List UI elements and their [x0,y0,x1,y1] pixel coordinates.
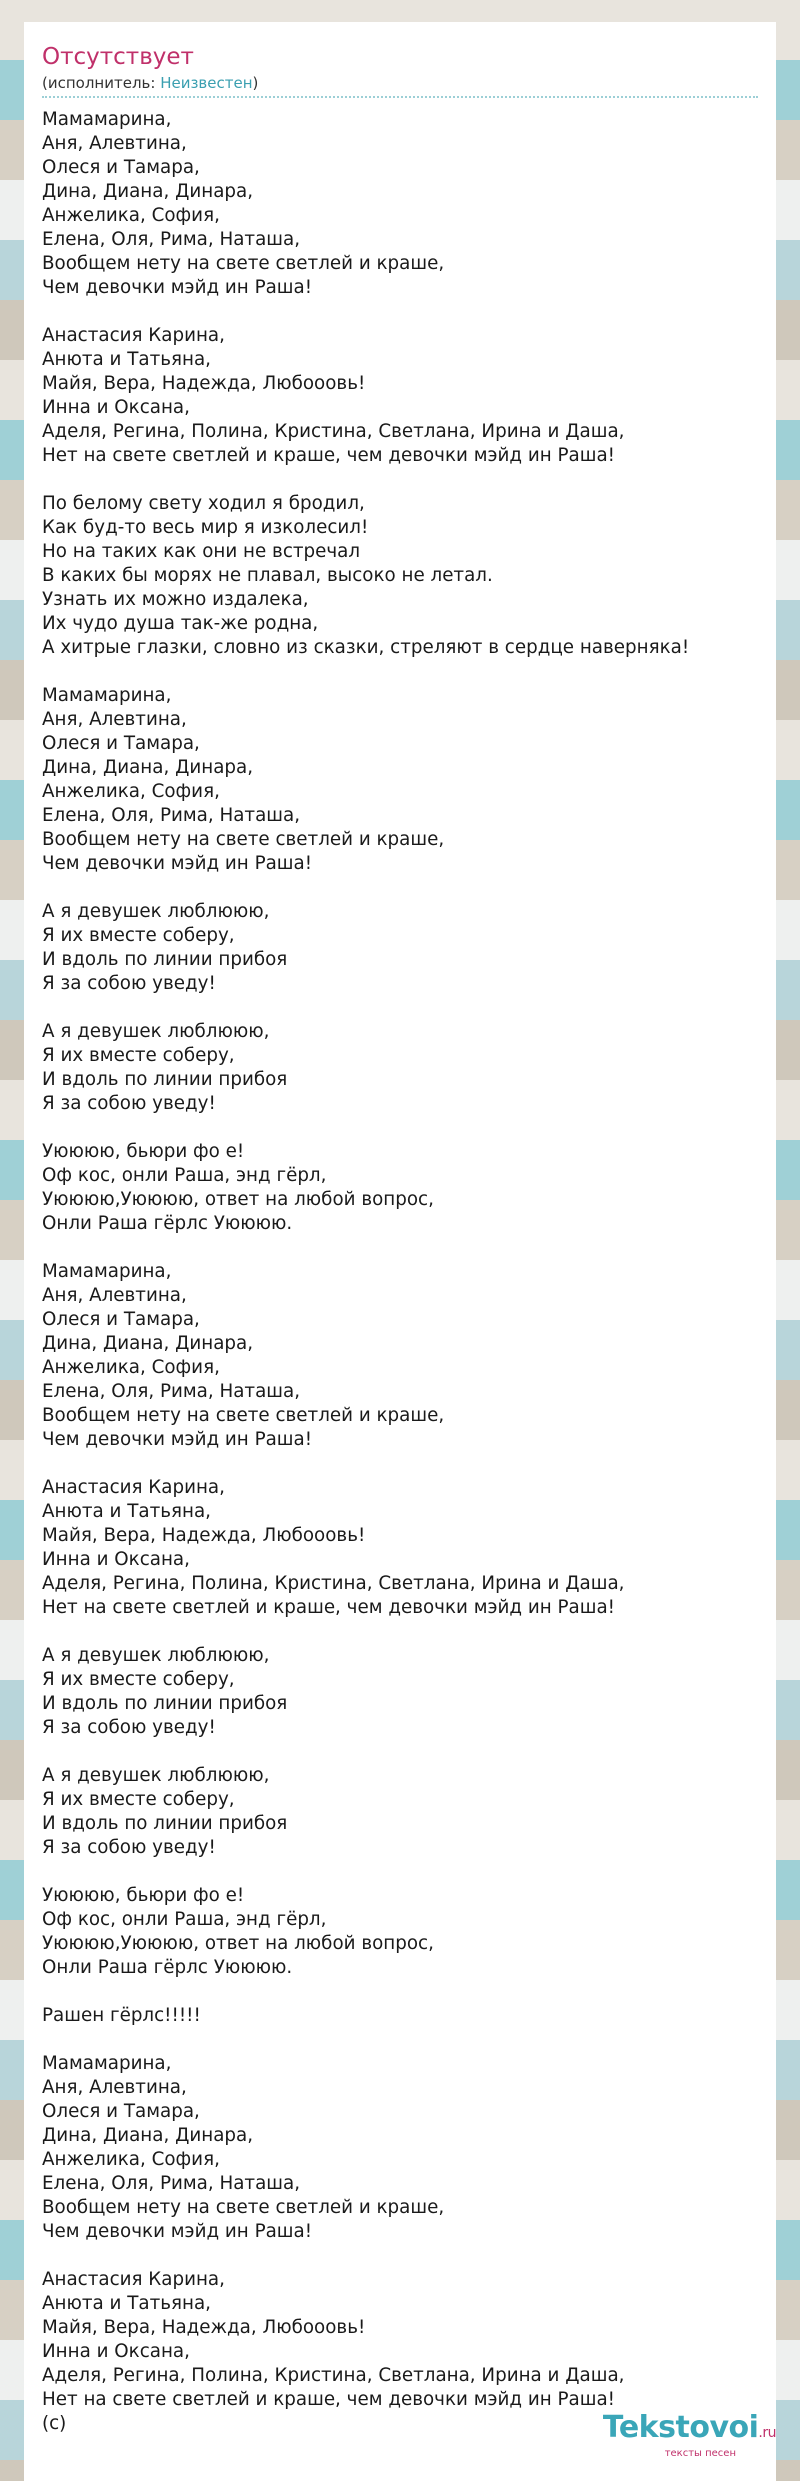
lyrics-blank-line [42,660,758,684]
lyrics-blank-line [42,1116,758,1140]
lyrics-line: Вообщем нету на свете светлей и краше, [42,2197,445,2218]
lyrics-blank-line [42,1740,758,1764]
logo-wordmark [603,2412,776,2449]
lyrics-blank-line [42,1452,758,1476]
lyrics-text [42,108,758,2436]
lyrics-line: Анжелика, София, [42,2149,220,2170]
lyrics-line: Анжелика, София, [42,781,220,802]
lyrics-line: Майя, Вера, Надежда, Любооовь! [42,1525,366,1546]
lyrics-line: Я их вместе соберу, [42,1669,235,1690]
logo-name: Tekstovoi [602,2410,759,2445]
lyrics-line: Я за собою уведу! [42,1717,216,1738]
lyrics-line: А хитрые глазки, словно из сказки, стреляют в сердце наверняка! [42,637,690,658]
lyrics-line: И вдоль по линии прибоя [42,1069,288,1090]
lyrics-line: Я их вместе соберу, [42,1045,235,1066]
lyrics-line: Мамамарина, [42,685,172,706]
lyrics-line: Аня, Алевтина, [42,709,187,730]
lyrics-line: Анастасия Карина, [42,325,225,346]
lyrics-line: Дина, Диана, Динара, [42,181,254,202]
lyrics-line: Чем девочки мэйд ин Раша! [42,853,313,874]
lyrics-line: Майя, Вера, Надежда, Любооовь! [42,373,366,394]
lyrics-line: Я за собою уведу! [42,1093,216,1114]
lyrics-line: Олеся и Тамара, [42,157,200,178]
lyrics-line: Анастасия Карина, [42,1477,225,1498]
lyrics-line: (c) [42,2413,67,2434]
lyrics-line: Аделя, Регина, Полина, Кристина, Светлана, Ирина и Даша, [42,1573,625,1594]
lyrics-line: А я девушек люблююю, [42,901,270,922]
lyrics-line: Я за собою уведу! [42,1837,216,1858]
lyrics-line: Чем девочки мэйд ин Раша! [42,277,313,298]
lyrics-line: Оф кос, онли Раша, энд гёрл, [42,1909,327,1930]
lyrics-blank-line [42,1236,758,1260]
lyrics-line: Узнать их можно издалека, [42,589,309,610]
lyrics-line: А я девушек люблююю, [42,1765,270,1786]
lyrics-line: Мамамарина, [42,1261,172,1282]
lyrics-blank-line [42,2244,758,2268]
performer-line [42,74,758,92]
lyrics-blank-line [42,876,758,900]
logo-slogan: тексты песен [664,2448,736,2459]
lyrics-line: Чем девочки мэйд ин Раша! [42,2221,313,2242]
lyrics-line: Но на таких как они не встречал [42,541,361,562]
lyrics-line: Майя, Вера, Надежда, Любооовь! [42,2317,366,2338]
performer-prefix: (исполнитель: [42,74,161,92]
lyrics-line: Аня, Алевтина, [42,1285,187,1306]
lyrics-line: Уюююю,Уюююю, ответ на любой вопрос, [42,1189,434,1210]
lyrics-line: Аделя, Регина, Полина, Кристина, Светлана, Ирина и Даша, [42,421,625,442]
lyrics-line: Инна и Оксана, [42,2341,190,2362]
lyrics-line: Уюююю, бьюри фо е! [42,1141,245,1162]
lyrics-blank-line [42,996,758,1020]
lyrics-line: В каких бы морях не плавал, высоко не летал. [42,565,493,586]
lyrics-line: Оф кос, онли Раша, энд гёрл, [42,1165,327,1186]
lyrics-blank-line [42,1860,758,1884]
lyrics-line: Елена, Оля, Рима, Наташа, [42,2173,301,2194]
lyrics-line: Вообщем нету на свете светлей и краше, [42,1405,445,1426]
lyrics-line: Анжелика, София, [42,205,220,226]
lyrics-line: Анжелика, София, [42,1357,220,1378]
lyrics-line: Олеся и Тамара, [42,1309,200,1330]
lyrics-blank-line [42,2028,758,2052]
lyrics-blank-line [42,468,758,492]
lyrics-blank-line [42,1620,758,1644]
lyrics-line: Елена, Оля, Рима, Наташа, [42,1381,301,1402]
lyrics-line: Я их вместе соберу, [42,925,235,946]
lyrics-line: Анюта и Татьяна, [42,1501,211,1522]
lyrics-line: Нет на свете светлей и краше, чем девочки мэйд ин Раша! [42,2389,616,2410]
lyrics-line: Дина, Диана, Динара, [42,1333,254,1354]
lyrics-line: Анастасия Карина, [42,2269,225,2290]
lyrics-line: Олеся и Тамара, [42,2101,200,2122]
logo-tld: .ru [758,2425,776,2441]
lyrics-line: Анюта и Татьяна, [42,349,211,370]
performer-link[interactable]: Неизвестен [160,74,253,92]
lyrics-line: Уюююю,Уюююю, ответ на любой вопрос, [42,1933,434,1954]
lyrics-line: Онли Раша гёрлс Уюююю. [42,1213,293,1234]
lyrics-line: Аделя, Регина, Полина, Кристина, Светлана, Ирина и Даша, [42,2365,625,2386]
lyrics-line: Дина, Диана, Динара, [42,2125,254,2146]
lyrics-line: Анюта и Татьяна, [42,2293,211,2314]
lyrics-line: Я за собою уведу! [42,973,216,994]
lyrics-line: Их чудо душа так-же родна, [42,613,319,634]
lyrics-line: Елена, Оля, Рима, Наташа, [42,229,301,250]
lyrics-line: Вообщем нету на свете светлей и краше, [42,829,445,850]
lyrics-line: Елена, Оля, Рима, Наташа, [42,805,301,826]
lyrics-blank-line [42,1980,758,2004]
lyrics-line: Онли Раша гёрлс Уюююю. [42,1957,293,1978]
lyrics-line: Рашен гёрлс!!!!! [42,2005,201,2026]
lyrics-line: Дина, Диана, Динара, [42,757,254,778]
lyrics-blank-line [42,300,758,324]
lyrics-line: Инна и Оксана, [42,1549,190,1570]
site-logo[interactable] [603,2412,776,2459]
lyrics-line: Вообщем нету на свете светлей и краше, [42,253,445,274]
performer-suffix: ) [252,74,259,92]
lyrics-line: Аня, Алевтина, [42,133,187,154]
lyrics-line: Я их вместе соберу, [42,1789,235,1810]
lyrics-line: А я девушек люблююю, [42,1645,270,1666]
lyrics-line: Как буд-то весь мир я изколесил! [42,517,369,538]
song-title: Отсутствует [42,44,194,70]
lyrics-line: Чем девочки мэйд ин Раша! [42,1429,313,1450]
lyrics-line: Нет на свете светлей и краше, чем девочки мэйд ин Раша! [42,445,616,466]
lyrics-line: А я девушек люблююю, [42,1021,270,1042]
lyrics-line: Мамамарина, [42,109,172,130]
lyrics-card [24,22,776,2481]
lyrics-line: По белому свету ходил я бродил, [42,493,365,514]
lyrics-line: Нет на свете светлей и краше, чем девочки мэйд ин Раша! [42,1597,616,1618]
lyrics-line: Олеся и Тамара, [42,733,200,754]
lyrics-line: И вдоль по линии прибоя [42,949,288,970]
lyrics-line: Аня, Алевтина, [42,2077,187,2098]
lyrics-line: И вдоль по линии прибоя [42,1693,288,1714]
lyrics-line: Мамамарина, [42,2053,172,2074]
lyrics-line: И вдоль по линии прибоя [42,1813,288,1834]
lyrics-line: Уюююю, бьюри фо е! [42,1885,245,1906]
lyrics-line: Инна и Оксана, [42,397,190,418]
title-divider [42,96,758,98]
